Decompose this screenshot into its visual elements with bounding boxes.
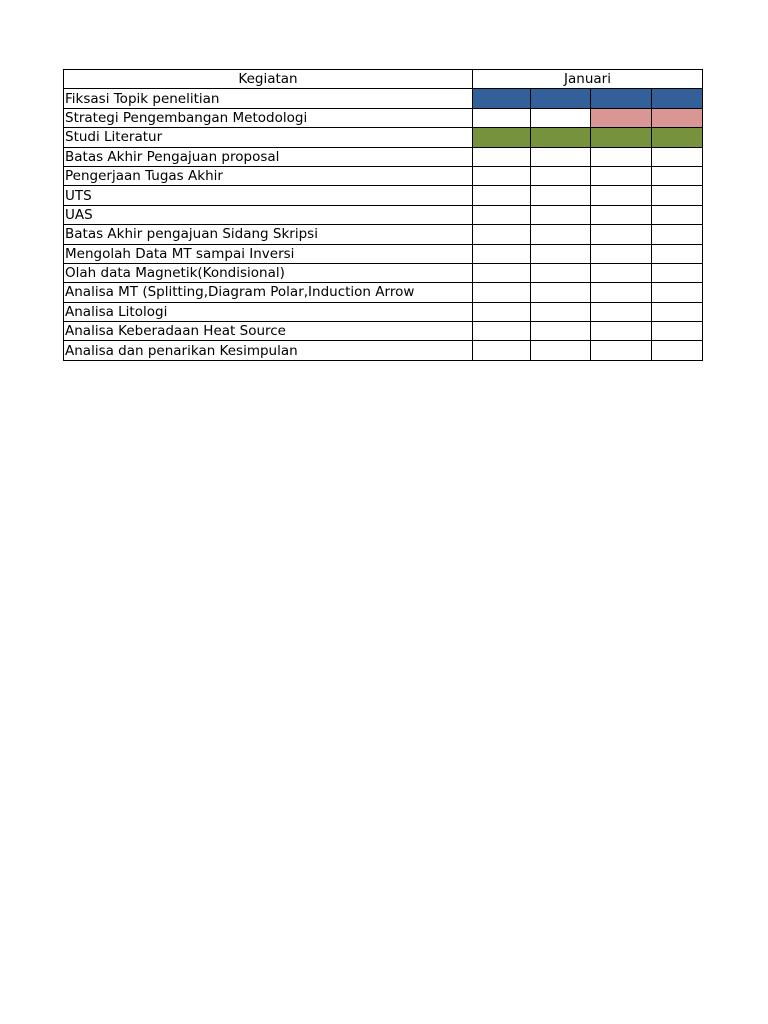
week-3-cell (591, 322, 652, 341)
week-1-cell (473, 108, 531, 127)
week-2-cell (531, 108, 591, 127)
table-row (64, 128, 703, 147)
week-3-cell (591, 244, 652, 263)
week-2-cell (531, 128, 591, 147)
week-3-cell (591, 89, 652, 108)
week-2-cell (531, 89, 591, 108)
week-2-cell (531, 244, 591, 263)
week-1-cell (473, 186, 531, 205)
week-4-cell (652, 186, 703, 205)
activity-cell: Fiksasi Topik penelitian (64, 89, 473, 108)
week-2-cell (531, 205, 591, 224)
table-row (64, 341, 703, 360)
activity-cell: Analisa dan penarikan Kesimpulan (64, 341, 473, 360)
week-2-cell (531, 302, 591, 321)
table-row (64, 89, 703, 108)
week-2-cell (531, 166, 591, 185)
schedule-body (64, 89, 703, 360)
week-3-cell (591, 128, 652, 147)
week-4-cell (652, 341, 703, 360)
activity-cell: UTS (64, 186, 473, 205)
table-row (64, 166, 703, 185)
activity-cell: Analisa Keberadaan Heat Source (64, 322, 473, 341)
week-3-cell (591, 108, 652, 127)
week-3-cell (591, 186, 652, 205)
week-3-cell (591, 225, 652, 244)
week-4-cell (652, 283, 703, 302)
week-2-cell (531, 225, 591, 244)
week-4-cell (652, 244, 703, 263)
table-row (64, 244, 703, 263)
table-row (64, 147, 703, 166)
week-2-cell (531, 322, 591, 341)
table-row (64, 322, 703, 341)
table-row (64, 108, 703, 127)
week-1-cell (473, 263, 531, 282)
week-4-cell (652, 322, 703, 341)
week-3-cell (591, 147, 652, 166)
activity-cell: Batas Akhir pengajuan Sidang Skripsi (64, 225, 473, 244)
week-1-cell (473, 322, 531, 341)
schedule-table (63, 69, 703, 361)
week-3-cell (591, 341, 652, 360)
table-row (64, 205, 703, 224)
table-row (64, 283, 703, 302)
month-column-header: Januari (473, 70, 703, 89)
activity-cell: Analisa MT (Splitting,Diagram Polar,Induction Arrow (64, 283, 473, 302)
table-row (64, 263, 703, 282)
week-3-cell (591, 263, 652, 282)
week-3-cell (591, 302, 652, 321)
week-1-cell (473, 225, 531, 244)
activity-cell: UAS (64, 205, 473, 224)
activity-cell: Olah data Magnetik(Kondisional) (64, 263, 473, 282)
week-4-cell (652, 225, 703, 244)
activity-cell: Pengerjaan Tugas Akhir (64, 166, 473, 185)
week-1-cell (473, 205, 531, 224)
activity-cell: Analisa Litologi (64, 302, 473, 321)
activity-cell: Mengolah Data MT sampai Inversi (64, 244, 473, 263)
table-row (64, 302, 703, 321)
week-1-cell (473, 147, 531, 166)
activity-cell: Studi Literatur (64, 128, 473, 147)
week-3-cell (591, 283, 652, 302)
week-2-cell (531, 263, 591, 282)
activity-cell: Batas Akhir Pengajuan proposal (64, 147, 473, 166)
table-row (64, 186, 703, 205)
week-3-cell (591, 166, 652, 185)
activity-cell: Strategi Pengembangan Metodologi (64, 108, 473, 127)
week-4-cell (652, 147, 703, 166)
week-4-cell (652, 108, 703, 127)
activity-column-header: Kegiatan (64, 70, 473, 89)
week-2-cell (531, 186, 591, 205)
week-4-cell (652, 166, 703, 185)
week-3-cell (591, 205, 652, 224)
table-header-row (64, 70, 703, 89)
week-1-cell (473, 128, 531, 147)
week-4-cell (652, 302, 703, 321)
week-1-cell (473, 89, 531, 108)
week-4-cell (652, 263, 703, 282)
week-1-cell (473, 166, 531, 185)
week-1-cell (473, 302, 531, 321)
week-4-cell (652, 128, 703, 147)
table-row (64, 225, 703, 244)
week-4-cell (652, 205, 703, 224)
week-1-cell (473, 244, 531, 263)
week-4-cell (652, 89, 703, 108)
week-2-cell (531, 283, 591, 302)
week-1-cell (473, 283, 531, 302)
week-1-cell (473, 341, 531, 360)
week-2-cell (531, 147, 591, 166)
week-2-cell (531, 341, 591, 360)
